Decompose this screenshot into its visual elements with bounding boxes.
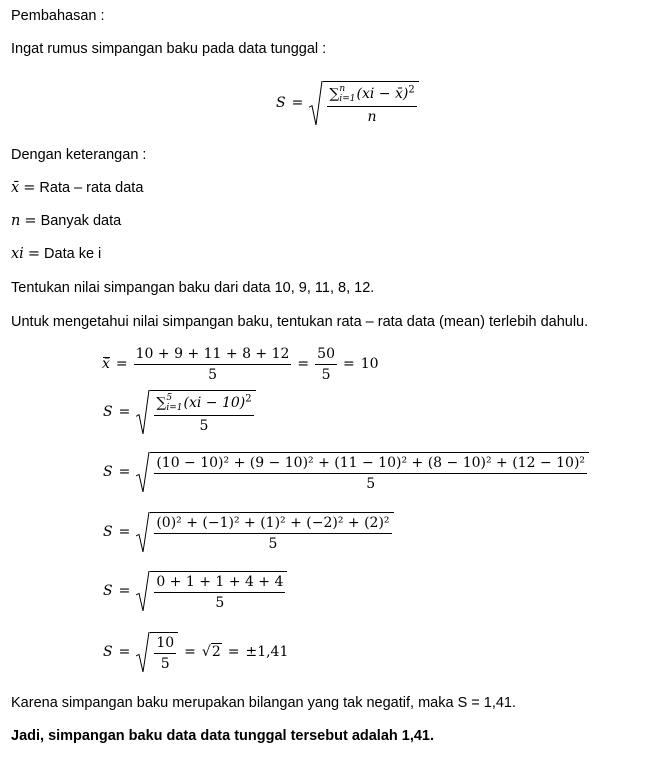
step-5-sqrt-radicand: 2: [211, 644, 221, 660]
step-2-numerator: (10 − 10)² + (9 − 10)² + (11 − 10)² + (8 − 10)² + (12 − 10)²: [154, 455, 587, 474]
definition-count-eq: =: [24, 213, 37, 229]
step-3-eq: =: [118, 524, 131, 540]
definition-mean-text: Rata – rata data: [39, 180, 144, 196]
step-5-eq: =: [118, 644, 131, 660]
conclusion: Jadi, simpangan baku data data tunggal tersebut adalah 1,41.: [11, 728, 435, 744]
mean-mid-denominator: 5: [321, 366, 331, 383]
step-3: [103, 504, 394, 560]
intro-text: Ingat rumus simpangan baku pada data tunggal :: [11, 41, 327, 57]
step-5-eq-3: =: [227, 644, 240, 660]
std-dev-formula: [276, 76, 419, 130]
definition-count-text: Banyak data: [40, 213, 122, 229]
step-1-term: (xi − 10): [183, 395, 246, 411]
step-4-numerator: 0 + 1 + 1 + 4 + 4: [154, 574, 285, 593]
sqrt-icon: [136, 390, 150, 434]
step-2-denominator: 5: [366, 476, 376, 492]
mean-result: 10: [360, 356, 379, 372]
step-1-sum-top: 5: [166, 393, 173, 403]
mean-eq-2: =: [297, 356, 310, 372]
step-1-lhs: S: [103, 404, 113, 420]
formula-term: (xi − x̄): [356, 86, 409, 102]
step-3-lhs: S: [103, 524, 113, 540]
step-1-denominator: 5: [199, 418, 209, 434]
heading: Pembahasan :: [11, 8, 105, 24]
definitions-title: Dengan keterangan :: [11, 147, 147, 163]
step-1-eq: =: [118, 404, 131, 420]
definition-count: [11, 213, 121, 229]
definition-item: [11, 246, 101, 262]
definition-item-text: Data ke i: [44, 246, 102, 262]
mean-eq-3: =: [342, 356, 355, 372]
step-5-result: ±1,41: [245, 644, 289, 660]
formula-eq: =: [291, 95, 304, 111]
step-5: [103, 624, 288, 680]
non-negative-note: Karena simpangan baku merupakan bilangan yang tak negatif, maka S = 1,41.: [11, 695, 517, 711]
definition-count-symbol: n: [11, 213, 21, 229]
mean-numerator: 10 + 9 + 11 + 8 + 12: [134, 346, 292, 365]
step-3-denominator: 5: [268, 536, 278, 552]
formula-sum: ∑: [329, 86, 340, 102]
step-2: [103, 444, 589, 500]
definition-mean-symbol: x̄: [11, 180, 20, 196]
step-4-lhs: S: [103, 583, 113, 599]
mean-denominator: 5: [208, 366, 217, 383]
formula-sqrt: [309, 81, 418, 125]
sqrt-icon: [136, 632, 150, 672]
sqrt-icon: [309, 81, 323, 125]
formula-sum-bottom: i=1: [339, 94, 356, 104]
definition-mean-eq: =: [23, 180, 36, 196]
step-1-sum: ∑: [156, 395, 167, 411]
formula-denominator: n: [367, 109, 377, 125]
mean-mid-numerator: 50: [315, 346, 337, 365]
definition-item-symbol: xi: [11, 246, 24, 262]
mean-lhs: x̄: [102, 356, 110, 372]
definition-mean: [11, 180, 143, 196]
question-text: Tentukan nilai simpangan baku dari data 10, 9, 11, 8, 12.: [11, 280, 375, 296]
step-5-sqrt-two: √2: [201, 644, 221, 660]
definition-item-eq: =: [27, 246, 41, 262]
sqrt-icon: [136, 512, 150, 552]
mean-note: Untuk mengetahui nilai simpangan baku, tentukan rata – rata data (mean) terlebih dahulu.: [11, 314, 589, 330]
step-4: [103, 563, 287, 619]
mean-calculation: [102, 342, 379, 386]
step-3-numerator: (0)² + (−1)² + (1)² + (−2)² + (2)²: [154, 515, 391, 534]
step-4-denominator: 5: [215, 595, 225, 611]
step-2-eq: =: [118, 464, 131, 480]
sqrt-icon: [136, 452, 150, 492]
sqrt-icon: [136, 571, 150, 611]
formula-lhs: S: [276, 95, 286, 111]
step-5-denominator: 5: [160, 656, 170, 672]
step-5-numerator: 10: [154, 635, 176, 654]
mean-eq: =: [115, 356, 128, 372]
formula-sum-top: n: [339, 84, 346, 94]
step-2-lhs: S: [103, 464, 113, 480]
formula-power: 2: [408, 84, 415, 96]
step-1-power: 2: [245, 393, 252, 405]
step-1: [103, 384, 256, 440]
step-5-eq-2: =: [184, 644, 196, 660]
step-5-lhs: S: [103, 644, 113, 660]
step-1-sum-bottom: i=1: [166, 403, 183, 413]
step-4-eq: =: [118, 583, 131, 599]
